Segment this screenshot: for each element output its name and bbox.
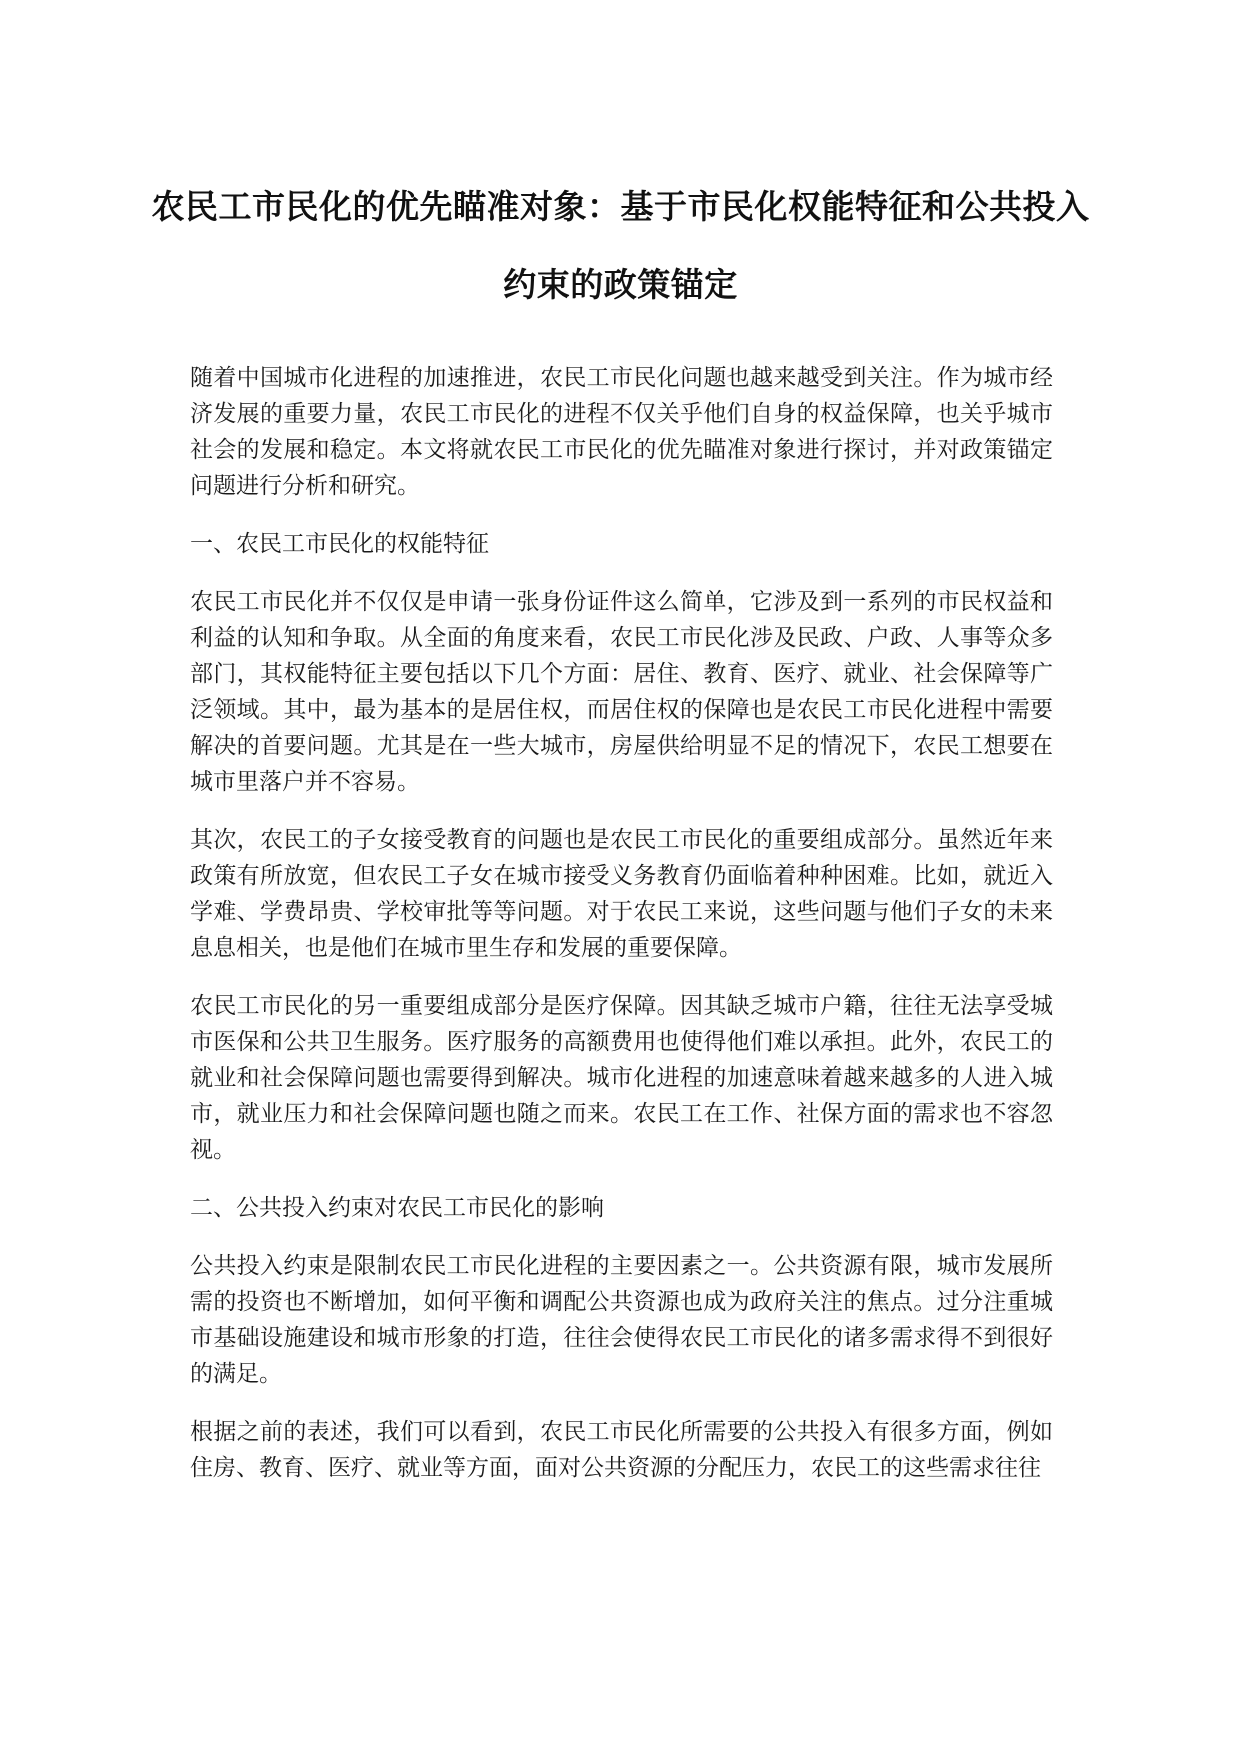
section-2-heading: 二、公共投入约束对农民工市民化的影响 [190, 1195, 604, 1221]
document-body [190, 360, 1053, 1508]
section-1-paragraph-2: 其次，农民工的子女接受教育的问题也是农民工市民化的重要组成部分。虽然近年来政策有所放宽，但农民工子女在城市接受义务教育仍面临着种种困难。比如，就近入学难、学费昂贵、学校审批等等问题。对于农民工来说，这些问题与他们子女的未来息息相关，也是他们在城市里生存和发展的重要保障。 [190, 827, 1053, 961]
document-title: 农民工市民化的优先瞄准对象：基于市民化权能特征和公共投入约束的政策锚定 [151, 187, 1090, 304]
section-1-paragraph-1: 农民工市民化并不仅仅是申请一张身份证件这么简单，它涉及到一系列的市民权益和利益的认知和争取。从全面的角度来看，农民工市民化涉及民政、户政、人事等众多部门，其权能特征主要包括以下几个方面：居住、教育、医疗、就业、社会保障等广泛领域。其中，最为基本的是居住权，而居住权的保障也是农民工市民化进程中需要解决的首要问题。尤其是在一些大城市，房屋供给明显不足的情况下，农民工想要在城市里落户并不容易。 [190, 589, 1053, 795]
section-1-paragraph-3: 农民工市民化的另一重要组成部分是医疗保障。因其缺乏城市户籍，往往无法享受城市医保和公共卫生服务。医疗服务的高额费用也使得他们难以承担。此外，农民工的就业和社会保障问题也需要得到解决。城市化进程的加速意味着越来越多的人进入城市，就业压力和社会保障问题也随之而来。农民工在工作、社保方面的需求也不容忽视。 [190, 993, 1053, 1163]
section-2-paragraph-2: 根据之前的表述，我们可以看到，农民工市民化所需要的公共投入有很多方面，例如住房、教育、医疗、就业等方面，面对公共资源的分配压力，农民工的这些需求往往 [190, 1419, 1053, 1481]
section-2-paragraph-1: 公共投入约束是限制农民工市民化进程的主要因素之一。公共资源有限，城市发展所需的投资也不断增加，如何平衡和调配公共资源也成为政府关注的焦点。过分注重城市基础设施建设和城市形象的打造，往往会使得农民工市民化的诸多需求得不到很好的满足。 [190, 1253, 1053, 1387]
section-1-heading: 一、农民工市民化的权能特征 [190, 531, 489, 557]
intro-paragraph: 随着中国城市化进程的加速推进，农民工市民化问题也越来越受到关注。作为城市经济发展的重要力量，农民工市民化的进程不仅关乎他们自身的权益保障，也关乎城市社会的发展和稳定。本文将就农民工市民化的优先瞄准对象进行探讨，并对政策锚定问题进行分析和研究。 [190, 365, 1053, 499]
